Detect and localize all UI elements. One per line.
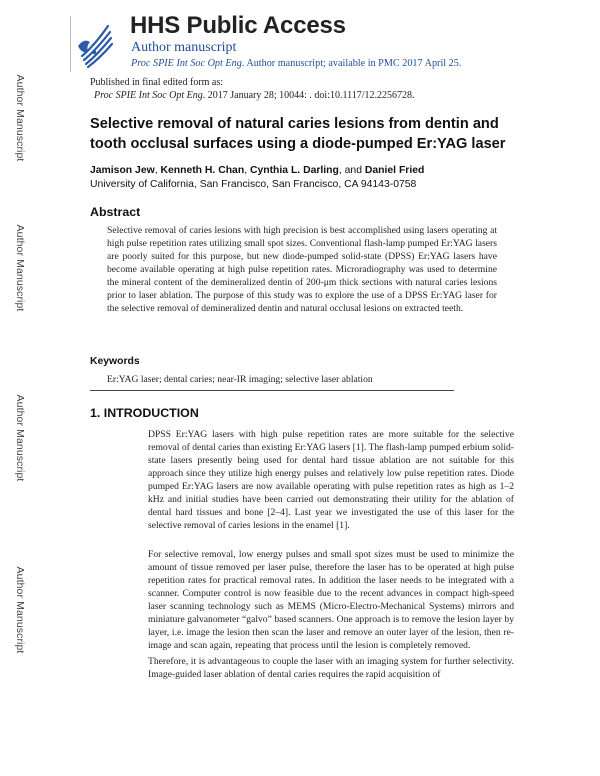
author-manuscript-subtitle: Author manuscript (131, 40, 237, 55)
keywords-heading: Keywords (90, 356, 140, 367)
journal-name-italic: Proc SPIE Int Soc Opt Eng (131, 58, 242, 69)
author-name: Daniel Fried (364, 165, 425, 176)
introduction-heading: 1. INTRODUCTION (90, 406, 199, 420)
author-separator: , (154, 165, 161, 176)
citation-journal-italic: Proc SPIE Int Soc Opt Eng (94, 90, 203, 101)
journal-availability-line (131, 58, 461, 69)
abstract-heading: Abstract (90, 205, 141, 219)
paper-title: Selective removal of natural caries lesions from dentin and tooth occlusal surfaces using a diode-pumped Er:YAG laser (90, 116, 506, 152)
hhs-eagle-logo-icon (74, 16, 116, 70)
sidebar-label-4: Author Manuscript (14, 566, 26, 654)
header-divider (70, 16, 71, 72)
author-separator: , and (338, 165, 365, 176)
affiliation: University of California, San Francisco, San Francisco, CA 94143-0758 (90, 179, 417, 190)
intro-paragraph-2 (148, 548, 514, 652)
citation-line (94, 90, 415, 101)
intro-paragraph-2-text: For selective removal, low energy pulses and small spot sizes must be used to minimize the amount of tissue removed per laser pulse, therefore the laser has to be operated at high pulse repetition rates for practical removal rates. In addition the laser needs to be integrated with a scanner. Computer control is now feasible due to the recent advances in compact high-speed laser scanning technology such as MEMS (Micro-Electro-Mechanical Systems) mirrors and miniature galvanometer “galvo” based scanners. One approach is to remove the lesion layer by layer, i.e. image the lesion then scan the laser and remove an outer layer of the lesion, then re-image and scan again, repeating that process until the lesion is completely removed. (148, 549, 514, 651)
author-separator: , (244, 165, 250, 176)
citation-details: . 2017 January 28; 10044: . doi:10.1117/12.2256728. (202, 90, 415, 101)
intro-paragraph-1-text: DPSS Er:YAG lasers with high pulse repetition rates are more suitable for the selective removal of dental caries than existing Er:YAG lasers [1]. The flash-lamp pumped erbium solid-state lasers presently being used for dental hard tissue ablation are not suitable for this approach since they utilize high energy pulses and relatively low pulse repetition rates. Diode pumped Er:YAG lasers are now available operating with pulse repetition rates as high as 1–2 kHz and initial studies have been carried out demonstrating their utility for the ablation of dental hard tissues and bone [2–4]. Last year we investigated the use of this laser for the selective removal of caries lesions in the enamel [1]. (148, 429, 514, 531)
abstract-paragraph: Selective removal of caries lesions with high precision is best accomplished using lasers operating at high pulse repetition rates utilizing small spot sizes. Conventional flash-lamp pumped Er:YAG lasers are poorly suited for this purpose, but new diode-pumped solid-state (DPSS) Er:YAG lasers have become available operating at high pulse repetition rates. Microradiography was used to determine the mineral content of the demineralized dentin of 200-μm thick sections with natural caries lesions prior to laser ablation. The purpose of this study was to explore the use of a DPSS Er:YAG laser for the selective removal of demineralized dentin and natural occlusal lesions on extracted teeth. (107, 225, 497, 314)
sidebar (0, 0, 40, 776)
sidebar-label-1: Author Manuscript (14, 74, 26, 162)
keywords-text: Er:YAG laser; dental caries; near-IR imaging; selective laser ablation (107, 374, 373, 385)
author-name: Jamison Jew (90, 165, 155, 176)
author-list (90, 165, 424, 176)
published-label: Published in final edited form as: (90, 77, 224, 88)
keywords-divider (90, 390, 454, 391)
sidebar-label-3: Author Manuscript (14, 394, 26, 482)
abstract-text (107, 224, 497, 315)
hhs-public-access-title: HHS Public Access (130, 12, 346, 39)
author-name: Kenneth H. Chan (160, 165, 245, 176)
intro-paragraph-1 (148, 428, 514, 532)
intro-paragraph-3-text: Therefore, it is advantageous to couple the laser with an imaging system for further selectivity. Image-guided laser ablation of dental caries requires the rapid acquisition of (148, 656, 514, 680)
availability-text: . Author manuscript; available in PMC 2017 April 25. (241, 58, 462, 69)
sidebar-label-2: Author Manuscript (14, 224, 26, 312)
intro-paragraph-3 (148, 655, 514, 681)
author-name: Cynthia L. Darling (249, 165, 339, 176)
